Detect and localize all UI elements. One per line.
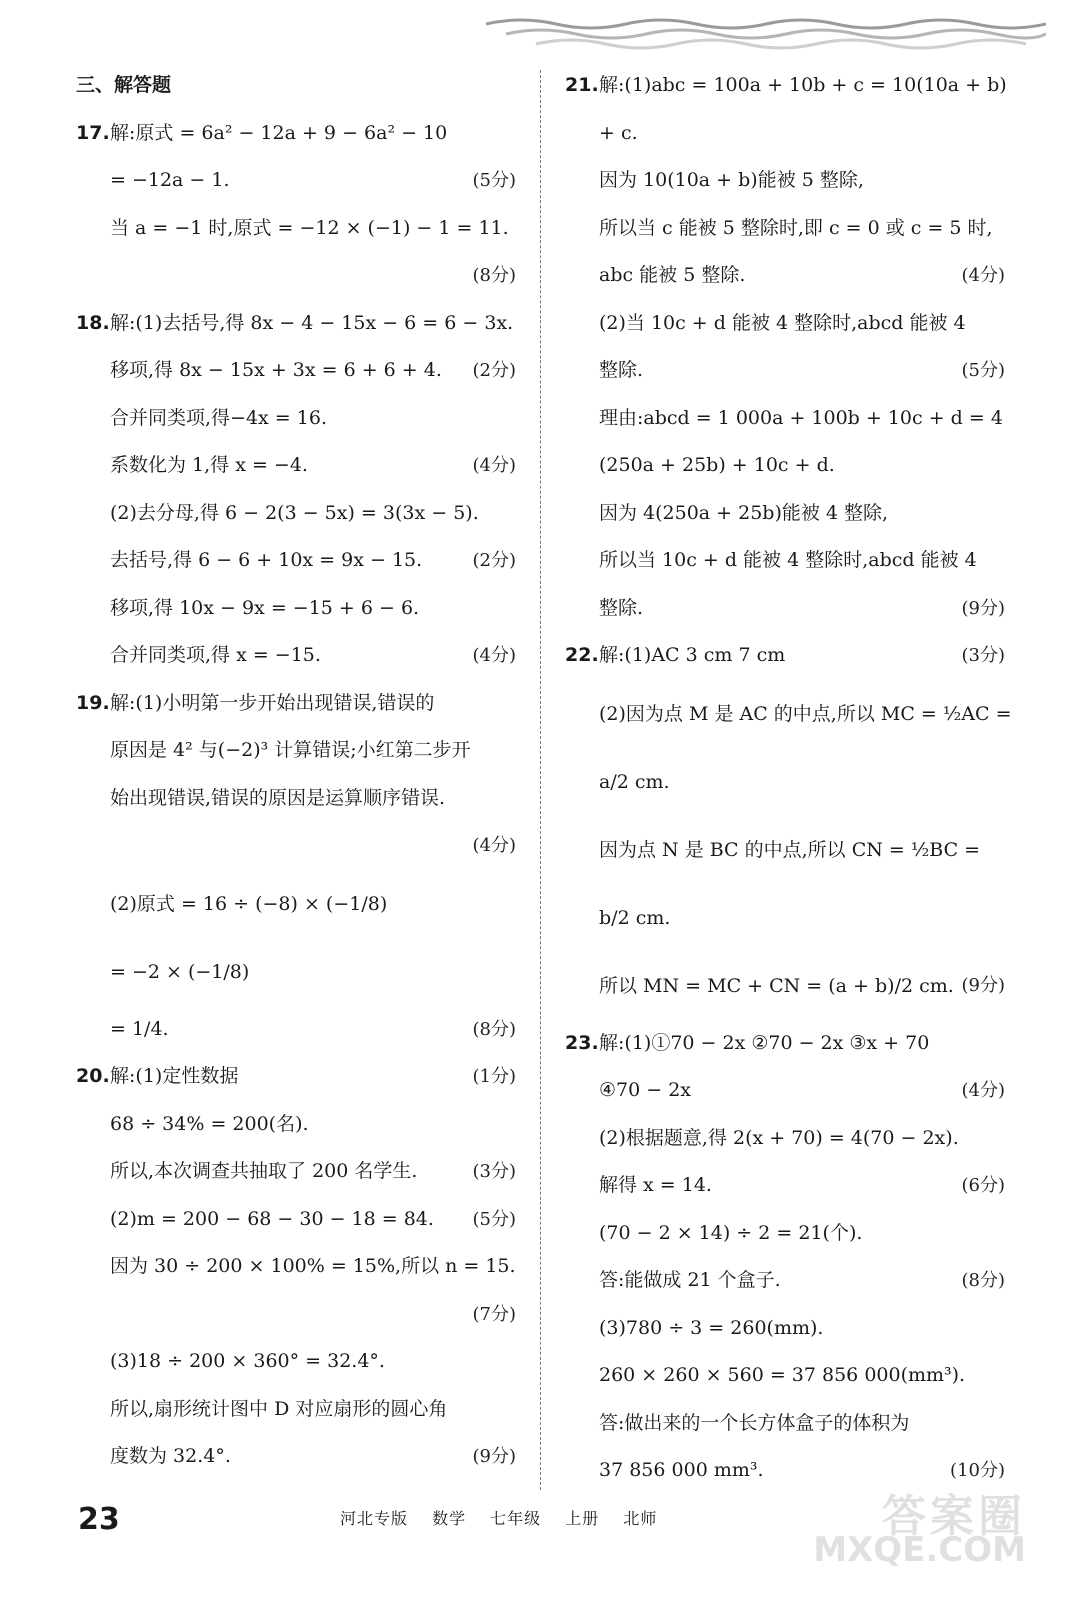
- answer-line: [565, 1067, 1005, 1115]
- watermark-site: MXQE.COM: [813, 1530, 1026, 1570]
- question-number: 23.: [565, 1031, 599, 1054]
- answer-text: 理由:abcd = 1 000a + 100b + 10c + d = 4: [599, 406, 1003, 429]
- answer-line: [76, 680, 516, 728]
- answer-line: [76, 1006, 516, 1054]
- watermark: [796, 1480, 1036, 1580]
- answer-line: [76, 157, 516, 205]
- answer-line: [565, 537, 1005, 585]
- answer-text: 解:(1)定性数据: [110, 1065, 239, 1087]
- answer-line: [565, 252, 1005, 300]
- answer-line: [565, 300, 1005, 348]
- question-number: 22.: [565, 644, 599, 666]
- answer-text: (3)18 ÷ 200 × 360° = 32.4°.: [110, 1350, 385, 1372]
- footer-info: 河北专版 数学 七年级 上册 北师: [340, 1509, 658, 1528]
- score-mark: (10分): [950, 1460, 1005, 1481]
- answer-line: [565, 748, 1005, 816]
- score-mark: (8分): [472, 265, 516, 286]
- answer-text: 系数化为 1,得 x = −4.: [110, 454, 308, 476]
- answer-text: 度数为 32.4°.: [110, 1445, 231, 1467]
- answer-text: 因为点 N 是 BC 的中点,所以 CN = ½BC =: [599, 838, 981, 861]
- answer-line: [565, 490, 1005, 538]
- answer-line: [76, 1386, 516, 1434]
- answer-line: [76, 490, 516, 538]
- answer-line: [565, 816, 1005, 884]
- question-number: 18.: [76, 311, 110, 334]
- answer-text: (2)m = 200 − 68 − 30 − 18 = 84.: [110, 1207, 434, 1230]
- answer-line: [565, 680, 1012, 748]
- score-mark: (9分): [472, 1446, 516, 1467]
- answer-text: (70 − 2 × 14) ÷ 2 = 21(个).: [599, 1221, 863, 1244]
- answer-text: 解:原式 = 6a² − 12a + 9 − 6a² − 10: [110, 121, 448, 144]
- question-number: 17.: [76, 121, 110, 144]
- answer-text: 68 ÷ 34% = 200(名).: [110, 1112, 309, 1135]
- answer-line: [565, 442, 1005, 490]
- answer-text: 当 a = −1 时,原式 = −12 × (−1) − 1 = 11.: [110, 216, 509, 239]
- watermark-logo: 答案圈: [882, 1491, 1026, 1542]
- left-column: [76, 62, 516, 1481]
- answer-line: [76, 1338, 516, 1386]
- answer-line: [565, 585, 1005, 633]
- answer-line: [76, 110, 516, 158]
- question-number: 19.: [76, 691, 110, 714]
- answer-line: [76, 205, 516, 253]
- score-mark: (4分): [472, 645, 516, 666]
- answer-text: 答:做出来的一个长方体盒子的体积为: [599, 1411, 910, 1434]
- answer-text: (2)根据题意,得 2(x + 70) = 4(70 − 2x).: [599, 1126, 959, 1149]
- answer-text: 合并同类项,得 x = −15.: [110, 644, 321, 666]
- answer-line: [565, 632, 1005, 680]
- answer-text: 移项,得 8x − 15x + 3x = 6 + 6 + 4.: [110, 359, 442, 381]
- answer-text: 解:(1)小明第一步开始出现错误,错误的: [110, 691, 435, 714]
- answer-text: (250a + 25b) + 10c + d.: [599, 454, 835, 476]
- answer-text: a/2 cm.: [599, 770, 670, 793]
- answer-line: [565, 1305, 1005, 1353]
- answer-line: [565, 1115, 1005, 1163]
- answer-line: [565, 157, 1005, 205]
- answer-line: [76, 252, 516, 300]
- score-mark: (3分): [961, 645, 1005, 666]
- answer-text: 去括号,得 6 − 6 + 10x = 9x − 15.: [110, 549, 423, 571]
- answer-text: 合并同类项,得−4x = 16.: [110, 406, 327, 429]
- answer-line: [565, 1400, 1005, 1448]
- score-mark: (2分): [472, 550, 516, 571]
- answer-text: 解:(1)AC 3 cm 7 cm: [599, 644, 786, 666]
- answer-text: 整除.: [599, 359, 644, 381]
- score-mark: (7分): [472, 1303, 516, 1325]
- answer-text: = 1/4.: [110, 1017, 169, 1040]
- answer-line: [76, 1148, 516, 1196]
- answer-text: 所以当 10c + d 能被 4 整除时,abcd 能被 4: [599, 549, 977, 571]
- answer-text: (3)780 ÷ 3 = 260(mm).: [599, 1316, 824, 1339]
- answer-line: [565, 1352, 1005, 1400]
- decorative-wave-header: [486, 14, 1046, 54]
- right-column: [565, 62, 1012, 1495]
- answer-line: [76, 347, 516, 395]
- answer-text: 解:(1)①70 − 2x ②70 − 2x ③x + 70: [599, 1031, 930, 1054]
- answer-text: ④70 − 2x: [599, 1079, 692, 1101]
- score-mark: (9分): [961, 597, 1005, 619]
- answer-line: [76, 1433, 516, 1481]
- left-answer-lines: [76, 110, 516, 1481]
- answer-text: + c.: [599, 121, 638, 144]
- answer-text: (2)因为点 M 是 AC 的中点,所以 MC = ½AC =: [599, 702, 1012, 725]
- question-number: 21.: [565, 74, 599, 96]
- answer-text: 因为 4(250a + 25b)能被 4 整除,: [599, 501, 889, 524]
- answer-text: = −2 × (−1/8): [110, 960, 250, 983]
- answer-line: [76, 775, 516, 823]
- answer-line: [565, 62, 1005, 110]
- right-answer-lines: [565, 62, 1012, 1495]
- answer-text: 整除.: [599, 596, 644, 619]
- answer-text: 移项,得 10x − 9x = −15 + 6 − 6.: [110, 596, 420, 619]
- score-mark: (1分): [472, 1066, 516, 1087]
- answer-text: 所以,本次调查共抽取了 200 名学生.: [110, 1160, 418, 1182]
- score-mark: (8分): [472, 1018, 516, 1040]
- answer-text: 始出现错误,错误的原因是运算顺序错误.: [110, 786, 446, 809]
- answer-line: [76, 537, 516, 585]
- answer-text: (2)当 10c + d 能被 4 整除时,abcd 能被 4: [599, 311, 966, 334]
- answer-line: [565, 952, 1005, 1020]
- answer-line: [76, 1291, 516, 1339]
- answer-line: [76, 1053, 516, 1101]
- answer-text: (2)原式 = 16 ÷ (−8) × (−1/8): [110, 892, 388, 915]
- answer-line: [565, 110, 1005, 158]
- score-mark: (8分): [961, 1270, 1005, 1291]
- answer-line: [76, 585, 516, 633]
- answer-line: [565, 205, 1005, 253]
- score-mark: (3分): [472, 1161, 516, 1182]
- page-number: 23: [78, 1502, 120, 1537]
- answer-line: [76, 1243, 516, 1291]
- answer-line: [76, 870, 516, 938]
- score-mark: (4分): [961, 265, 1005, 286]
- score-mark: (4分): [472, 835, 516, 856]
- section-title: 三、解答题: [76, 74, 172, 96]
- answer-text: 解:(1)去括号,得 8x − 4 − 15x − 6 = 6 − 3x.: [110, 311, 514, 334]
- answer-text: = −12a − 1.: [110, 169, 230, 191]
- answer-text: 所以当 c 能被 5 整除时,即 c = 0 或 c = 5 时,: [599, 216, 993, 239]
- answer-line: [565, 1257, 1005, 1305]
- score-mark: (6分): [961, 1175, 1005, 1196]
- answer-line: [76, 1196, 516, 1244]
- score-mark: (2分): [472, 360, 516, 381]
- answer-text: b/2 cm.: [599, 906, 671, 929]
- answer-text: 解:(1)abc = 100a + 10b + c = 10(10a + b): [599, 74, 1007, 96]
- score-mark: (5分): [472, 170, 516, 191]
- answer-line: [76, 1101, 516, 1149]
- score-mark: (4分): [961, 1080, 1005, 1101]
- answer-text: 答:能做成 21 个盒子.: [599, 1269, 781, 1291]
- answer-line: [565, 1020, 1005, 1068]
- score-mark: (9分): [961, 974, 1005, 996]
- answer-text: 所以,扇形统计图中 D 对应扇形的圆心角: [110, 1397, 448, 1420]
- answer-text: 原因是 4² 与(−2)³ 计算错误;小红第二步开: [110, 739, 471, 761]
- answer-line: [565, 395, 1005, 443]
- answer-line: [76, 442, 516, 490]
- question-number: 20.: [76, 1065, 110, 1087]
- score-mark: (5分): [472, 1208, 516, 1230]
- answer-line: [565, 1210, 1005, 1258]
- answer-line: [565, 1162, 1005, 1210]
- score-mark: (4分): [472, 455, 516, 476]
- answer-line: [76, 822, 516, 870]
- answer-line: [76, 727, 516, 775]
- answer-text: 260 × 260 × 560 = 37 856 000(mm³).: [599, 1364, 966, 1386]
- answer-text: 解得 x = 14.: [599, 1174, 712, 1196]
- answer-text: abc 能被 5 整除.: [599, 264, 746, 286]
- column-divider: [540, 70, 541, 1490]
- answer-text: 因为 10(10a + b)能被 5 整除,: [599, 169, 864, 191]
- answer-text: 37 856 000 mm³.: [599, 1459, 764, 1481]
- answer-line: [76, 395, 516, 443]
- answer-text: (2)去分母,得 6 − 2(3 − 5x) = 3(3x − 5).: [110, 501, 479, 524]
- answer-line: [76, 632, 516, 680]
- answer-line: [76, 300, 516, 348]
- answer-text: 因为 30 ÷ 200 × 100% = 15%,所以 n = 15.: [110, 1255, 516, 1277]
- answer-line: [565, 884, 1005, 952]
- score-mark: (5分): [961, 360, 1005, 381]
- answer-line: [565, 347, 1005, 395]
- answer-text: 所以 MN = MC + CN = (a + b)/2 cm.: [599, 974, 954, 997]
- answer-line: [76, 938, 516, 1006]
